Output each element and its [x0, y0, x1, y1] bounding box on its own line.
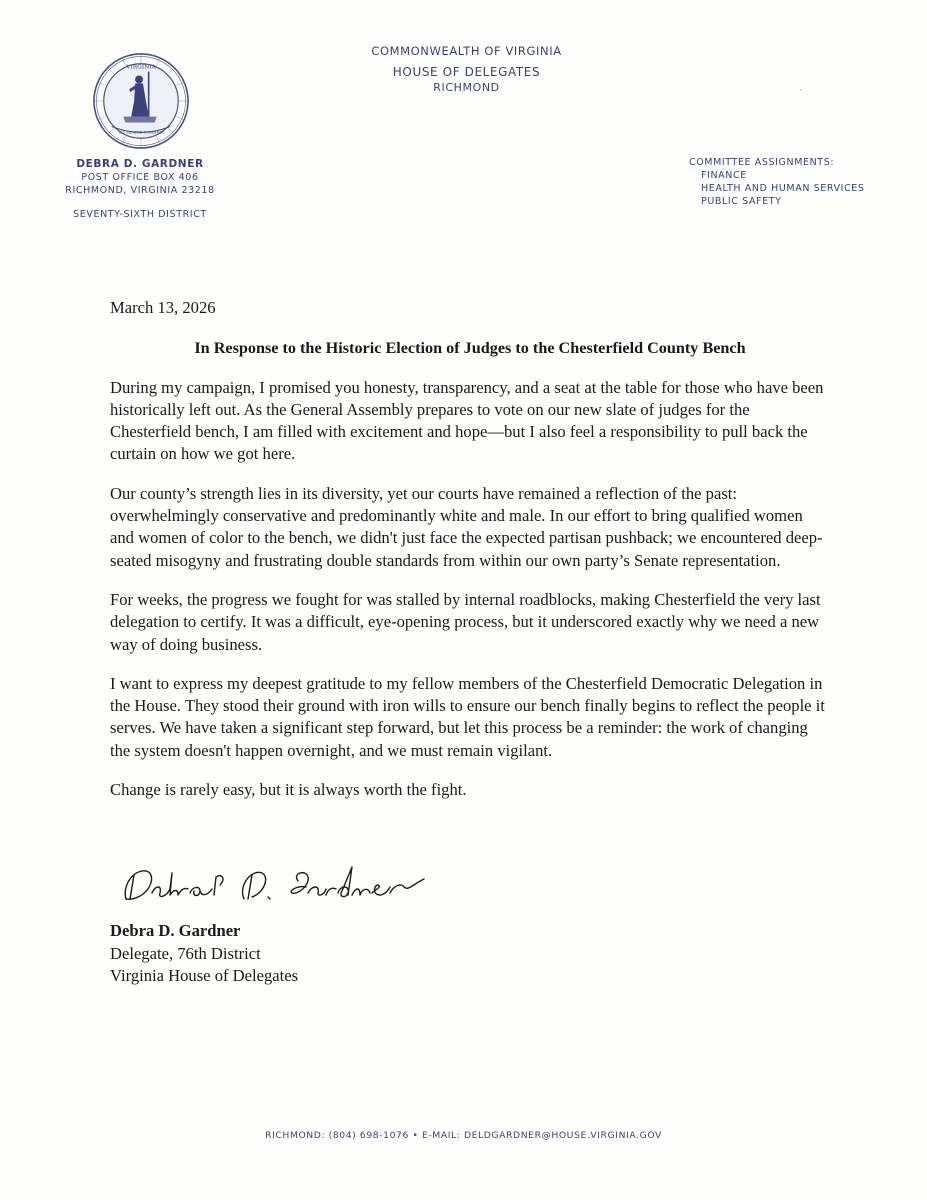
letterhead-footer: RICHMOND: (804) 698-1076 • E-MAIL: DELDGARDNER@HOUSE.VIRGINIA.GOV — [265, 1130, 662, 1141]
committee-item: HEALTH AND HUMAN SERVICES — [701, 183, 865, 194]
virginia-seal-logo — [92, 52, 190, 150]
svg-text:VIRGINIA: VIRGINIA — [126, 64, 156, 71]
handwritten-signature — [112, 855, 472, 915]
letter-paragraph: I want to express my deepest gratitude to my fellow members of the Chesterfield Democratic Delegation in the House. They stood their ground with iron wills to ensure our bench finally begins to reflect the people it serves. We have taken a significant step forward, but let this process be a reminder: the work of changing the system doesn't happen overnight, and we must remain vigilant. — [110, 673, 825, 760]
sender-name: DEBRA D. GARDNER — [76, 158, 204, 170]
signature-block — [110, 920, 298, 988]
sender-address-block — [40, 158, 240, 221]
paper-speck — [800, 89, 802, 91]
letterhead-title — [300, 44, 633, 94]
sender-address-line2: RICHMOND, VIRGINIA 23218 — [65, 185, 215, 196]
committee-heading: COMMITTEE ASSIGNMENTS: — [689, 157, 835, 168]
letter-paragraph: Our county’s strength lies in its diversity, yet our courts have remained a reflection of the past: overwhelmingly conservative and predominantly white and male. In our effort to bring qualified women and women of color to the bench, we didn't just face the expected partisan pushback; we encountered deep-seated misogyny and frustrating double standards from within our own party’s Senate representation. — [110, 483, 823, 570]
letter-date: March 13, 2026 — [110, 298, 216, 317]
letter-subject: In Response to the Historic Election of Judges to the Chesterfield County Bench — [194, 339, 746, 358]
letterhead-house: HOUSE OF DELEGATES — [392, 65, 541, 79]
sender-address-line1: POST OFFICE BOX 406 — [81, 172, 199, 183]
committee-item: FINANCE — [701, 170, 747, 181]
letter-paragraph: Change is rarely easy, but it is always worth the fight. — [110, 780, 467, 800]
letter-body — [110, 297, 830, 801]
signer-name: Debra D. Gardner — [110, 921, 241, 940]
sender-district: SEVENTY-SIXTH DISTRICT — [73, 209, 207, 220]
letter-paragraph: For weeks, the progress we fought for was stalled by internal roadblocks, making Chesterfield the very last delegation to certify. It was a difficult, eye-opening process, but it underscored exactly why we need a new way of doing business. — [110, 589, 821, 654]
svg-text:SIC SEMPER TYRANNIS: SIC SEMPER TYRANNIS — [118, 130, 164, 135]
letter-paragraph: During my campaign, I promised you honesty, transparency, and a seat at the table for those who have been historically left out. As the General Assembly prepares to vote on our new slate of judges for the Chesterfield bench, I am filled with excitement and hope—but I also feel a responsibility to pull back the curtain on how we got here. — [110, 377, 824, 464]
signer-organization: Virginia House of Delegates — [110, 966, 299, 985]
signer-title: Delegate, 76th District — [110, 943, 261, 963]
committee-item: PUBLIC SAFETY — [701, 196, 782, 207]
committee-assignments — [689, 156, 865, 208]
letterhead-commonwealth: COMMONWEALTH OF VIRGINIA — [371, 44, 562, 58]
letterhead-city: RICHMOND — [433, 81, 500, 94]
